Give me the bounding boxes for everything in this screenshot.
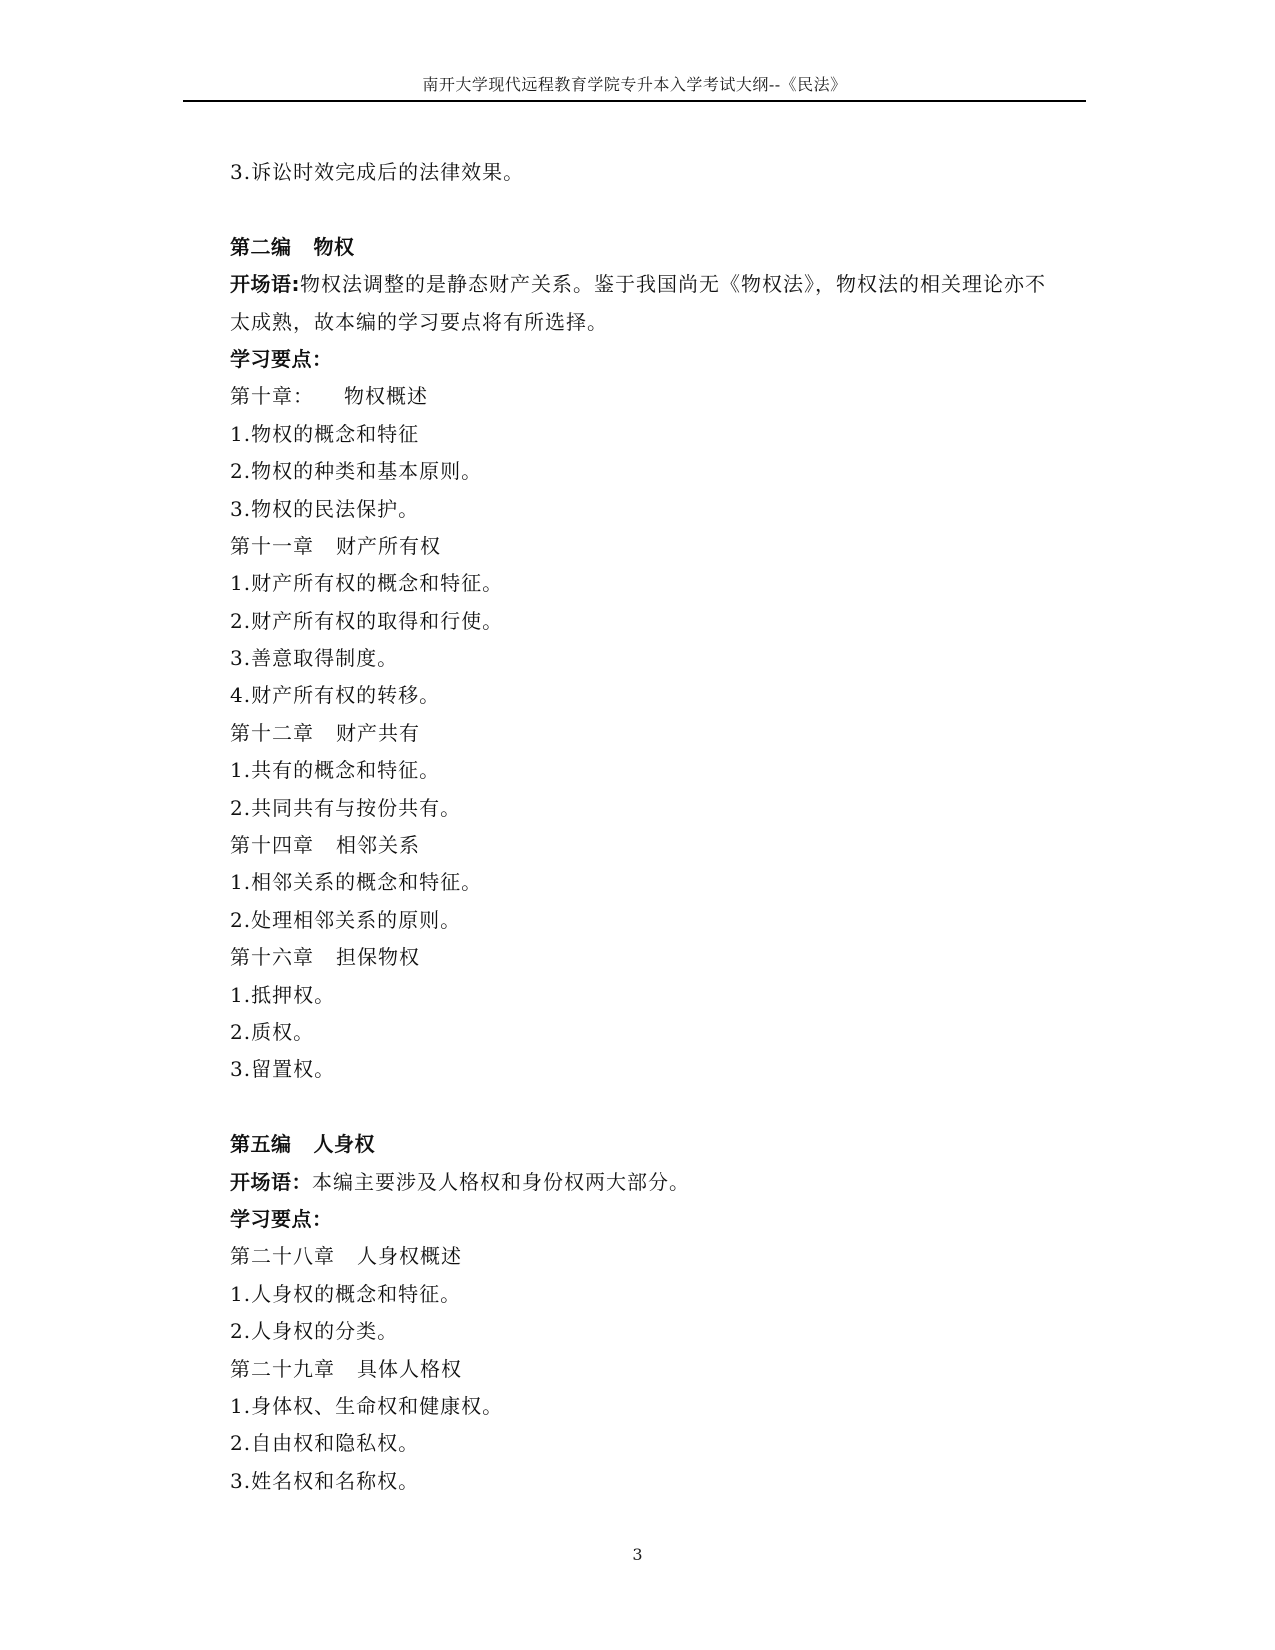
chapter-number: 第十四章	[230, 833, 314, 858]
chapter-heading	[230, 1238, 1090, 1275]
chapter-name: 物权概述	[344, 384, 428, 409]
part-title-property	[230, 229, 1090, 266]
study-points-label: 学习要点：	[230, 346, 333, 371]
list-item: 1.相邻关系的概念和特征。	[230, 870, 483, 895]
list-item: 2.质权。	[230, 1019, 315, 1044]
chapter-heading	[230, 1351, 1090, 1388]
spacer	[230, 191, 1090, 228]
part-number: 第五编	[230, 1132, 292, 1157]
chapter-number: 第十章：	[230, 384, 314, 409]
list-item: 3.留置权。	[230, 1057, 336, 1082]
list-item: 4.财产所有权的转移。	[230, 683, 441, 708]
chapter-name: 人身权概述	[357, 1244, 462, 1269]
chapter-name: 相邻关系	[336, 833, 420, 858]
chapter-number: 第十六章	[230, 945, 314, 970]
list-item: 1.人身权的概念和特征。	[230, 1281, 462, 1306]
chapter-name: 具体人格权	[357, 1356, 462, 1381]
chapter-heading	[230, 528, 1090, 565]
chapter-heading	[230, 378, 1090, 415]
chapter-name: 财产所有权	[336, 533, 441, 558]
list-item: 1.物权的概念和特征	[230, 421, 420, 446]
chapter-name: 担保物权	[336, 945, 420, 970]
intro-paragraph-continued: 太成熟，故本编的学习要点将有所选择。	[230, 309, 608, 334]
list-item: 1.身体权、生命权和健康权。	[230, 1393, 504, 1418]
intro-text: 本编主要涉及人格权和身份权两大部分。	[312, 1169, 690, 1194]
intro-text: 物权法调整的是静态财产关系。鉴于我国尚无《物权法》，物权法的相关理论亦不	[300, 272, 1046, 297]
list-item: 3.姓名权和名称权。	[230, 1468, 420, 1493]
list-item: 2.处理相邻关系的原则。	[230, 907, 462, 932]
chapter-heading	[230, 939, 1090, 976]
chapter-number: 第二十九章	[230, 1356, 335, 1381]
page-number: 3	[632, 1545, 643, 1564]
chapter-number: 第十一章	[230, 533, 314, 558]
chapter-heading	[230, 827, 1090, 864]
study-points-label: 学习要点：	[230, 1206, 333, 1231]
list-item: 2.财产所有权的取得和行使。	[230, 608, 504, 633]
list-item: 3.善意取得制度。	[230, 646, 399, 671]
list-item: 1.抵押权。	[230, 982, 336, 1007]
intro-label: 开场语：	[230, 1169, 312, 1194]
intro-label: 开场语:	[230, 272, 300, 297]
chapter-name: 财产共有	[336, 720, 420, 745]
spacer	[230, 1089, 1090, 1126]
intro-paragraph	[230, 266, 1090, 303]
list-item: 2.人身权的分类。	[230, 1319, 399, 1344]
page-header: 南开大学现代远程教育学院专升本入学考试大纲--《民法》	[422, 75, 847, 94]
chapter-heading	[230, 715, 1090, 752]
list-item: 1.共有的概念和特征。	[230, 758, 441, 783]
list-item: 2.自由权和隐私权。	[230, 1431, 420, 1456]
part-number: 第二编	[230, 234, 292, 259]
header-rule	[183, 100, 1086, 102]
part-name: 物权	[313, 234, 355, 259]
part-name: 人身权	[313, 1132, 375, 1157]
list-item: 1.财产所有权的概念和特征。	[230, 571, 504, 596]
intro-paragraph	[230, 1164, 1090, 1201]
list-item: 3.物权的民法保护。	[230, 496, 420, 521]
list-item: 2.物权的种类和基本原则。	[230, 459, 483, 484]
list-item: 2.共同共有与按份共有。	[230, 795, 462, 820]
chapter-number: 第二十八章	[230, 1244, 335, 1269]
document-body	[230, 154, 1090, 1500]
part-title-personal-rights	[230, 1126, 1090, 1163]
list-item: 3.诉讼时效完成后的法律效果。	[230, 160, 525, 184]
chapter-number: 第十二章	[230, 720, 314, 745]
